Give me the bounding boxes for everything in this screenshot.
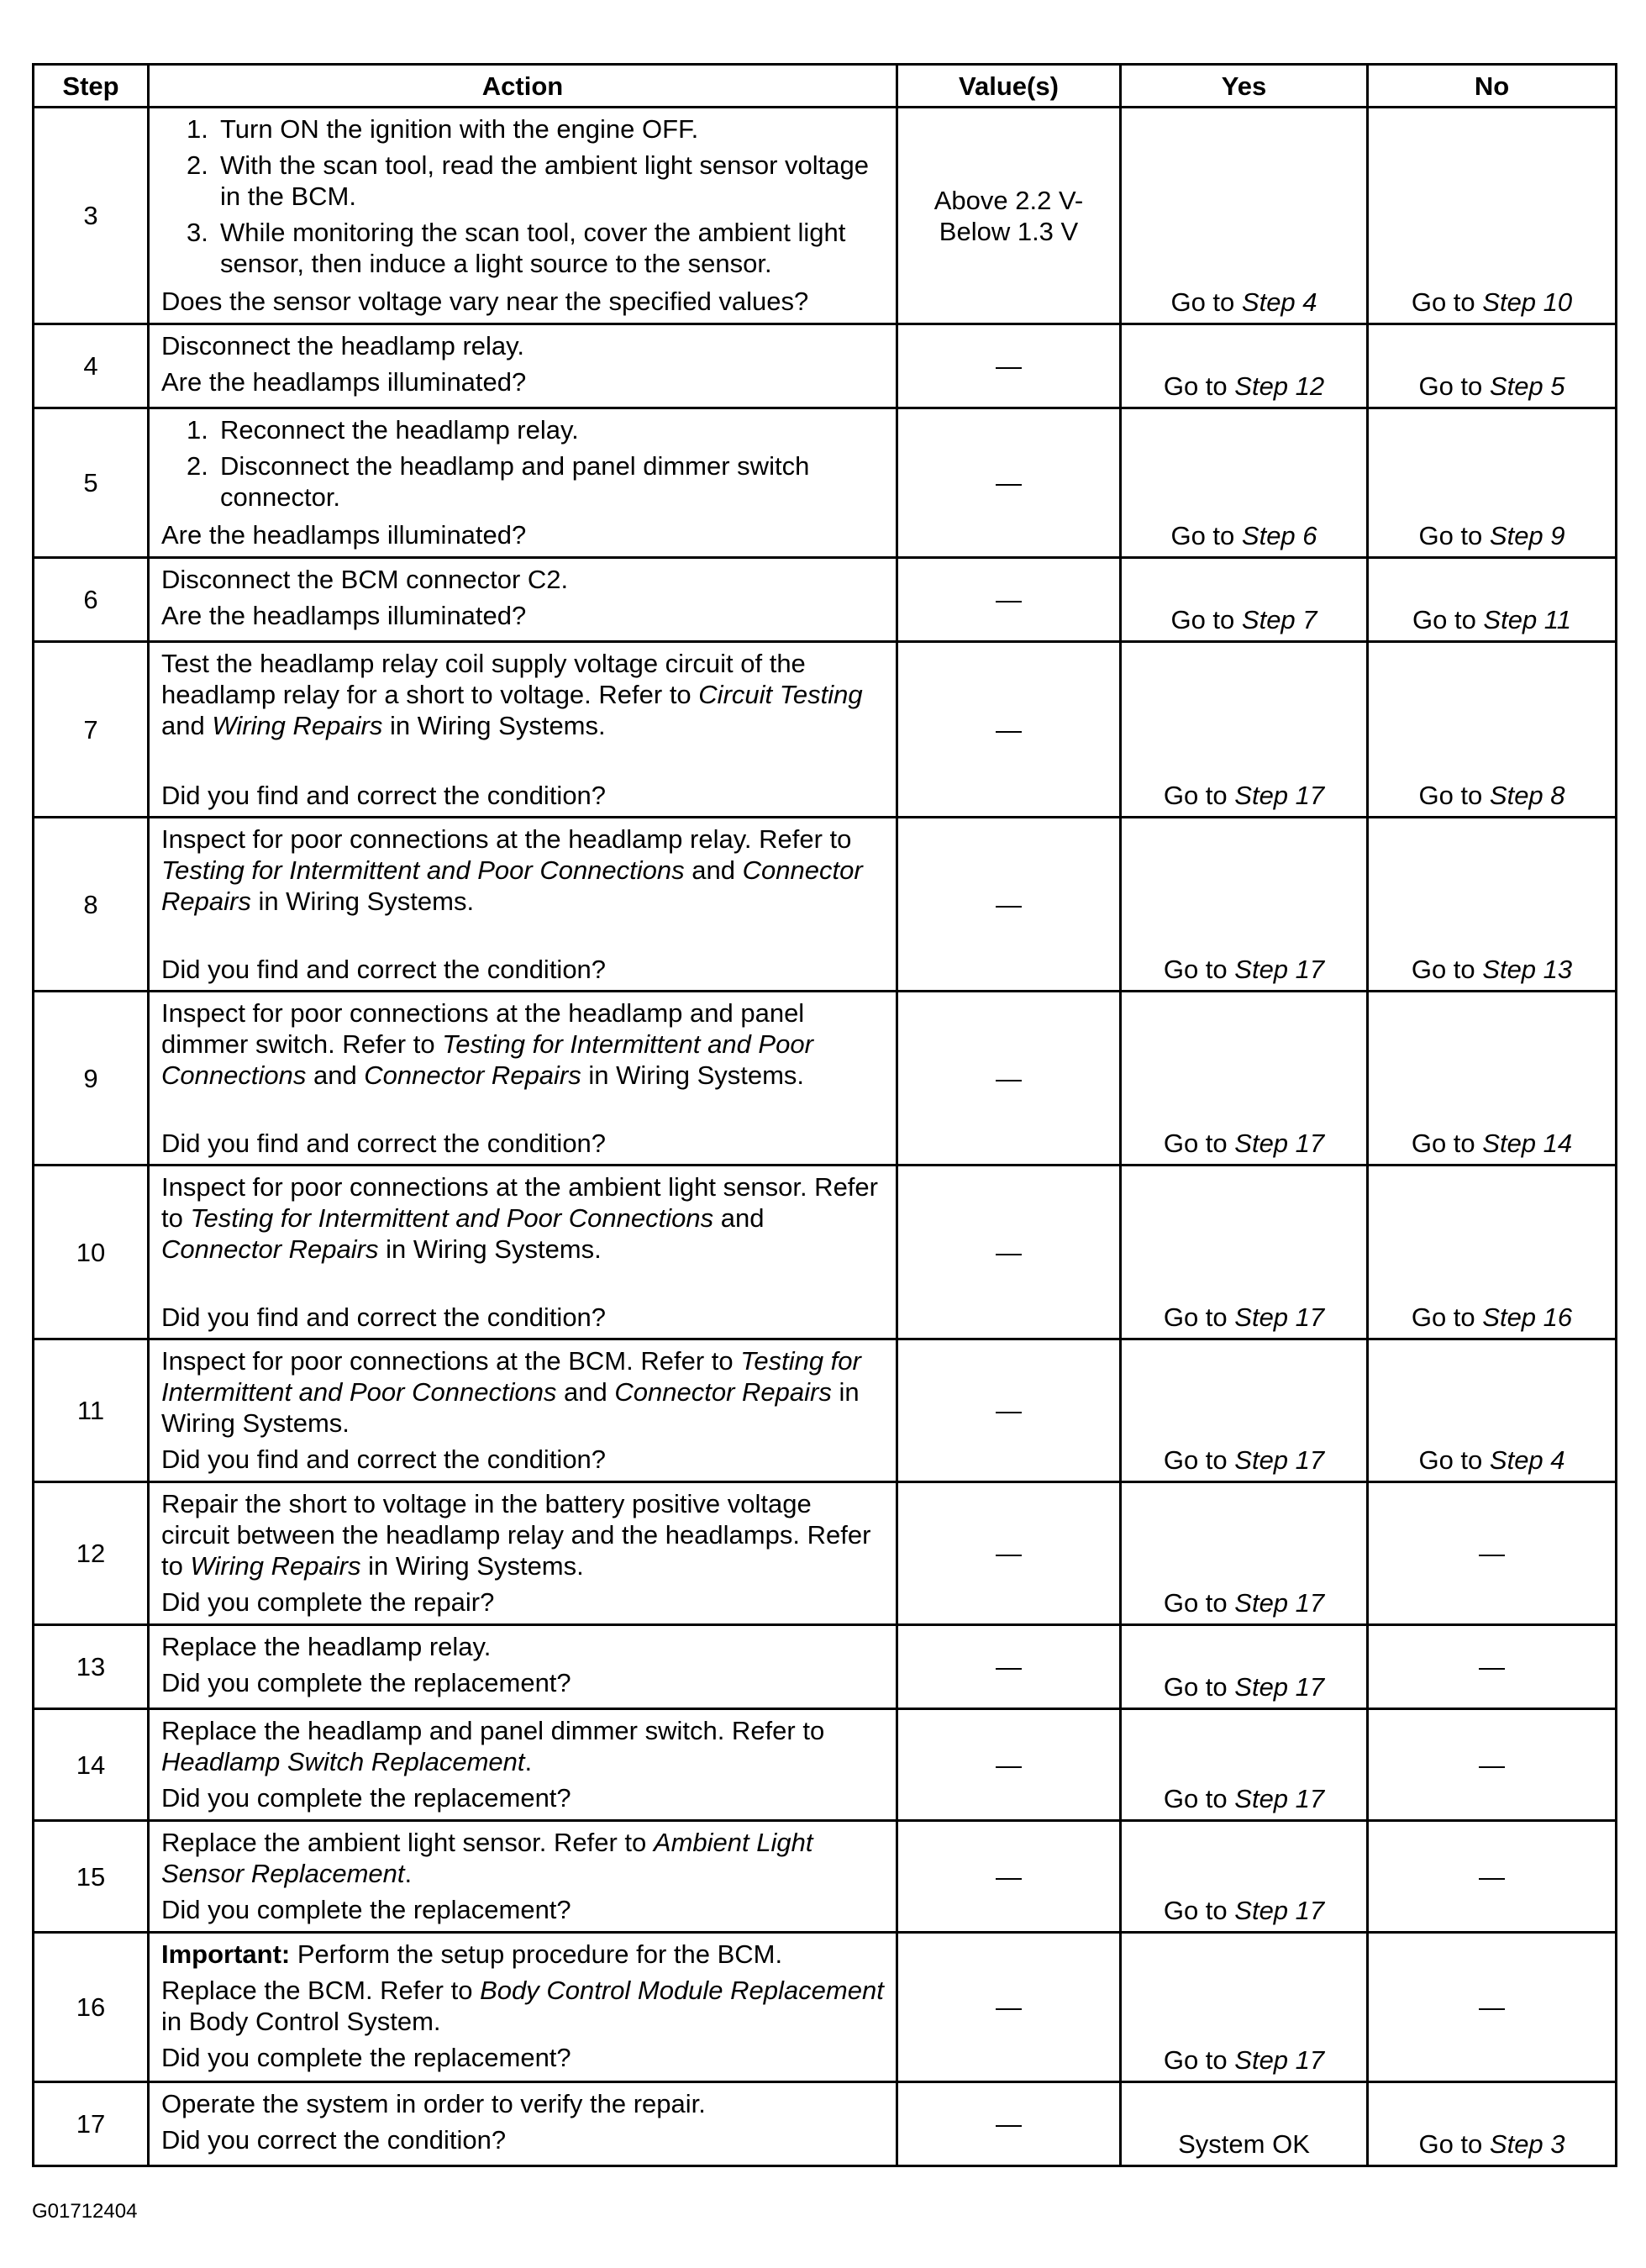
header-values: Value(s)	[897, 65, 1121, 108]
important-note: Important: Perform the setup procedure for the BCM.	[161, 1939, 783, 1969]
action-cell: Inspect for poor connections at the ambient light sensor. Refer to Testing for Intermittent and Poor Connections and Connector Repairs in Wiring Systems. Did you find and correct the condition?	[149, 1166, 897, 1339]
question-text: Are the headlamps illuminated?	[161, 520, 527, 550]
header-yes: Yes	[1121, 65, 1368, 108]
question-text: Did you find and correct the condition?	[161, 781, 607, 810]
diagnostic-table	[32, 63, 1617, 2167]
value-cell: —	[897, 1482, 1121, 1625]
step-number: 13	[34, 1625, 149, 1709]
action-cell: Disconnect the headlamp relay. Are the headlamps illuminated?	[149, 324, 897, 408]
list-item: 3. While monitoring the scan tool, cover the ambient light sensor, then induce a light source to the sensor.	[187, 218, 846, 278]
yes-cell: Go to Step 17	[1121, 1339, 1368, 1482]
action-cell: Inspect for poor connections at the headlamp and panel dimmer switch. Refer to Testing for Intermittent and Poor Connections and Connector Repairs in Wiring Systems. Did you find and correct the condition?	[149, 992, 897, 1166]
step-number: 4	[34, 324, 149, 408]
yes-cell: Go to Step 17	[1121, 1166, 1368, 1339]
step-number: 16	[34, 1933, 149, 2082]
no-cell: Go to Step 11	[1368, 558, 1617, 642]
value-cell: —	[897, 642, 1121, 818]
no-cell: —	[1368, 1482, 1617, 1625]
action-cell: Disconnect the BCM connector C2. Are the headlamps illuminated?	[149, 558, 897, 642]
no-cell: —	[1368, 1625, 1617, 1709]
question-text: Did you find and correct the condition?	[161, 1302, 607, 1332]
table-row	[34, 2082, 1617, 2166]
table-row	[34, 408, 1617, 558]
yes-cell: Go to Step 4	[1121, 108, 1368, 324]
value-cell: —	[897, 2082, 1121, 2166]
list-item: 1. Reconnect the headlamp relay.	[187, 415, 579, 445]
step-number: 9	[34, 992, 149, 1166]
no-cell: Go to Step 8	[1368, 642, 1617, 818]
value-cell: —	[897, 1821, 1121, 1933]
question-text: Did you complete the replacement?	[161, 1895, 571, 1924]
list-item: 2. With the scan tool, read the ambient light sensor voltage in the BCM.	[187, 150, 869, 211]
action-cell: Test the headlamp relay coil supply voltage circuit of the headlamp relay for a short to voltage. Refer to Circuit Testing and Wiring Repairs in Wiring Systems. Did you find and correct the condition?	[149, 642, 897, 818]
step-number: 15	[34, 1821, 149, 1933]
step-number: 11	[34, 1339, 149, 1482]
no-cell: —	[1368, 1933, 1617, 2082]
step-number: 7	[34, 642, 149, 818]
step-number: 10	[34, 1166, 149, 1339]
step-number: 6	[34, 558, 149, 642]
value-cell: —	[897, 558, 1121, 642]
value-cell: —	[897, 1166, 1121, 1339]
value-cell: —	[897, 818, 1121, 992]
value-cell: Above 2.2 V- Below 1.3 V	[897, 108, 1121, 324]
step-number: 3	[34, 108, 149, 324]
action-cell: Important: Perform the setup procedure for the BCM. Replace the BCM. Refer to Body Control Module Replacement in Body Control System. Did you complete the replacement?	[149, 1933, 897, 2082]
table-row	[34, 1625, 1617, 1709]
figure-code: G01712404	[32, 2200, 138, 2223]
value-cell: —	[897, 408, 1121, 558]
list-item: 2. Disconnect the headlamp and panel dimmer switch connector.	[187, 451, 810, 512]
table-row	[34, 108, 1617, 324]
value-cell: —	[897, 1709, 1121, 1821]
yes-cell: Go to Step 17	[1121, 1482, 1368, 1625]
question-text: Did you complete the replacement?	[161, 1783, 571, 1813]
table-row	[34, 1709, 1617, 1821]
table-row	[34, 558, 1617, 642]
action-cell: Inspect for poor connections at the BCM. Refer to Testing for Intermittent and Poor Connections and Connector Repairs in Wiring Systems. Did you find and correct the condition?	[149, 1339, 897, 1482]
action-cell: Inspect for poor connections at the headlamp relay. Refer to Testing for Intermittent and Poor Connections and Connector Repairs in Wiring Systems. Did you find and correct the condition?	[149, 818, 897, 992]
table-row	[34, 818, 1617, 992]
no-cell: Go to Step 5	[1368, 324, 1617, 408]
no-cell: Go to Step 16	[1368, 1166, 1617, 1339]
step-number: 5	[34, 408, 149, 558]
question-text: Did you complete the repair?	[161, 1587, 495, 1617]
question-text: Did you complete the replacement?	[161, 2043, 571, 2072]
step-number: 12	[34, 1482, 149, 1625]
header-row	[34, 65, 1617, 108]
list-item: 1. Turn ON the ignition with the engine OFF.	[187, 114, 699, 144]
no-cell: Go to Step 9	[1368, 408, 1617, 558]
value-cell: —	[897, 1339, 1121, 1482]
header-no: No	[1368, 65, 1617, 108]
action-cell: Repair the short to voltage in the battery positive voltage circuit between the headlamp relay and the headlamps. Refer to Wiring Repairs in Wiring Systems. Did you complete the repair?	[149, 1482, 897, 1625]
action-cell: Replace the headlamp and panel dimmer switch. Refer to Headlamp Switch Replacement. Did you complete the replacement?	[149, 1709, 897, 1821]
value-cell: —	[897, 1625, 1121, 1709]
question-text: Did you complete the replacement?	[161, 1668, 571, 1697]
action-cell: Replace the headlamp relay. Did you complete the replacement?	[149, 1625, 897, 1709]
yes-cell: Go to Step 17	[1121, 992, 1368, 1166]
yes-cell: Go to Step 17	[1121, 642, 1368, 818]
no-cell: Go to Step 13	[1368, 818, 1617, 992]
action-cell	[149, 108, 897, 324]
table-row	[34, 992, 1617, 1166]
table-row	[34, 642, 1617, 818]
question-text: Did you find and correct the condition?	[161, 1129, 607, 1158]
header-step: Step	[34, 65, 149, 108]
step-number: 14	[34, 1709, 149, 1821]
table-row	[34, 1821, 1617, 1933]
action-cell: Operate the system in order to verify the repair. Did you correct the condition?	[149, 2082, 897, 2166]
no-cell: Go to Step 10	[1368, 108, 1617, 324]
yes-cell: System OK	[1121, 2082, 1368, 2166]
question-text: Did you find and correct the condition?	[161, 1444, 607, 1474]
table-row	[34, 1482, 1617, 1625]
no-cell: Go to Step 4	[1368, 1339, 1617, 1482]
action-cell	[149, 408, 897, 558]
question-text: Does the sensor voltage vary near the specified values?	[161, 287, 809, 316]
table-row	[34, 1339, 1617, 1482]
table-row	[34, 324, 1617, 408]
yes-cell: Go to Step 17	[1121, 818, 1368, 992]
yes-cell: Go to Step 17	[1121, 1821, 1368, 1933]
value-cell: —	[897, 324, 1121, 408]
no-cell: Go to Step 3	[1368, 2082, 1617, 2166]
no-cell: —	[1368, 1821, 1617, 1933]
action-cell: Replace the ambient light sensor. Refer to Ambient Light Sensor Replacement. Did you complete the replacement?	[149, 1821, 897, 1933]
question-text: Are the headlamps illuminated?	[161, 367, 527, 397]
table-row	[34, 1166, 1617, 1339]
no-cell: Go to Step 14	[1368, 992, 1617, 1166]
yes-cell: Go to Step 17	[1121, 1625, 1368, 1709]
yes-cell: Go to Step 17	[1121, 1709, 1368, 1821]
yes-cell: Go to Step 6	[1121, 408, 1368, 558]
no-cell: —	[1368, 1709, 1617, 1821]
header-action: Action	[149, 65, 897, 108]
question-text: Did you find and correct the condition?	[161, 955, 607, 984]
value-cell: —	[897, 992, 1121, 1166]
table-row	[34, 1933, 1617, 2082]
question-text: Did you correct the condition?	[161, 2125, 507, 2155]
question-text: Are the headlamps illuminated?	[161, 601, 527, 630]
value-cell: —	[897, 1933, 1121, 2082]
step-number: 8	[34, 818, 149, 992]
yes-cell: Go to Step 12	[1121, 324, 1368, 408]
step-number: 17	[34, 2082, 149, 2166]
yes-cell: Go to Step 7	[1121, 558, 1368, 642]
yes-cell: Go to Step 17	[1121, 1933, 1368, 2082]
